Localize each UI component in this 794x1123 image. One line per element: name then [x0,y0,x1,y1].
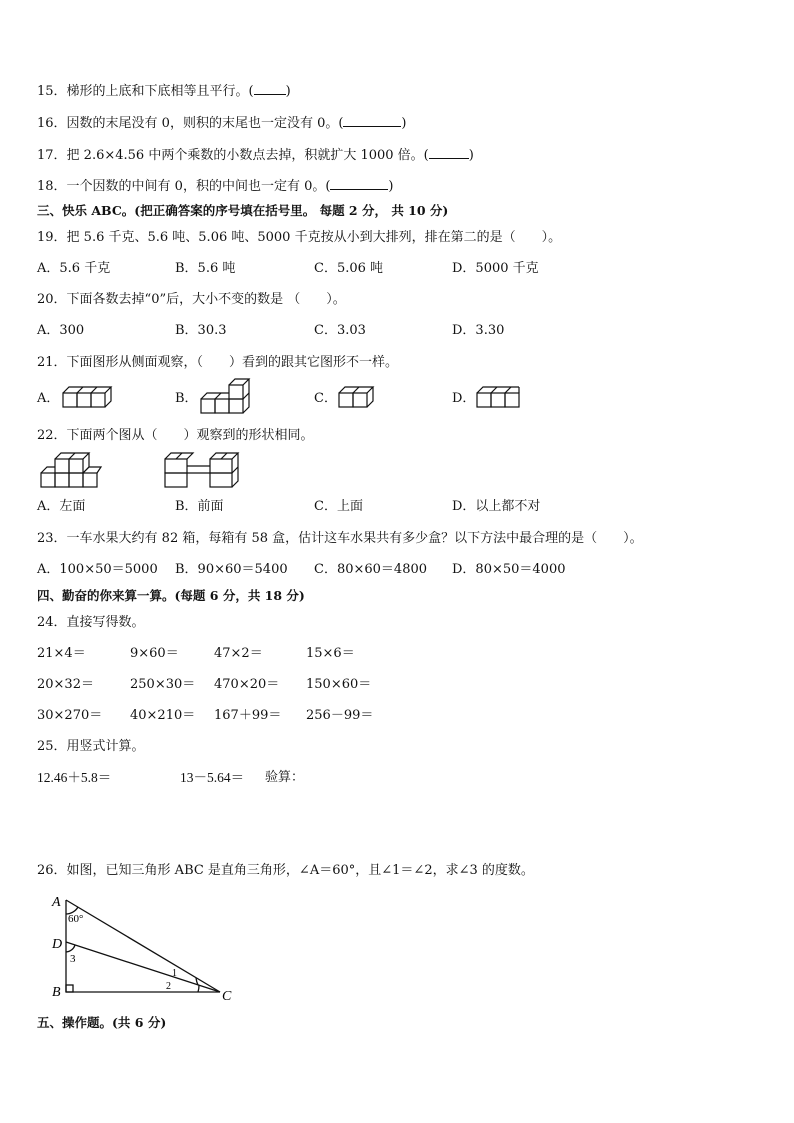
question-18: 18．一个因数的中间有 0，积的中间也一定有 0。( ) [37,179,394,194]
option-d[interactable]: D．3.30 [452,323,505,338]
calc-item: 167＋99＝ [214,708,282,723]
label-angle-3: 3 [70,953,76,965]
option-d[interactable]: D． [452,391,476,406]
answer-blank[interactable] [429,146,469,159]
calc-item: 21×4＝ [37,646,86,661]
question-24: 24．直接写得数。 [37,615,145,630]
option-d[interactable]: D．5000 千克 [452,261,539,276]
question-text: 16．因数的末尾没有 0，则积的末尾也一定没有 0。( [37,116,344,131]
option-c[interactable]: C．3.03 [314,323,366,338]
option-b[interactable]: B．30.3 [175,323,227,338]
cube-figure-a [62,384,112,414]
question-26: 26．如图，已知三角形 ABC 是直角三角形，∠A＝60°，且∠1＝∠2，求∠3 的度数。 [37,863,534,878]
label-c: C [222,989,232,1004]
cube-figure-right [164,452,244,490]
label-d: D [52,937,63,952]
question-21: 21．下面图形从侧面观察，（ ）看到的跟其它图形不一样。 [37,355,399,370]
option-d[interactable]: D．80×50＝4000 [452,562,566,577]
check-label: 验算： [265,770,305,785]
question-16: 16．因数的末尾没有 0，则积的末尾也一定没有 0。( ) [37,116,407,131]
label-angle-2: 2 [166,981,171,992]
option-c[interactable]: C．5.06 吨 [314,261,384,276]
vertical-calc-item: 12.46＋5.8＝ [37,770,112,785]
question-19: 19．把 5.6 千克、5.6 吨、5.06 吨、5000 千克按从小到大排列，排在第二的是（ ）。 [37,230,562,245]
question-15: 15．梯形的上底和下底相等且平行。( ) [37,84,291,99]
option-a[interactable]: A．左面 [37,499,86,514]
question-23: 23．一车水果大约有 82 箱，每箱有 58 盒，估计这车水果共有多少盒？以下方法中最合理的是（ ）。 [37,531,643,546]
calc-item: 9×60＝ [130,646,179,661]
calc-item: 15×6＝ [306,646,355,661]
option-b[interactable]: B．90×60＝5400 [175,562,288,577]
label-b: B [52,985,61,1000]
option-a[interactable]: A．100×50＝5000 [37,562,158,577]
label-angle-a: 60° [68,913,84,925]
option-a[interactable]: A． [37,391,60,406]
calc-item: 47×2＝ [214,646,263,661]
calc-item: 40×210＝ [130,708,196,723]
label-a: A [52,895,61,910]
vertical-calc-item: 13－5.64＝ [180,770,245,785]
label-angle-1: 1 [172,968,177,979]
triangle-figure [48,892,248,1007]
option-c[interactable]: C．上面 [314,499,363,514]
question-25: 25．用竖式计算。 [37,739,145,754]
question-text: 17．把 2.6×4.56 中两个乘数的小数点去掉，积就扩大 1000 倍。( [37,148,429,163]
calc-item: 30×270＝ [37,708,103,723]
section-5-heading: 五、操作题。(共 6 分) [37,1015,167,1030]
answer-blank[interactable] [254,82,286,95]
option-d[interactable]: D．以上都不对 [452,499,541,514]
section-4-heading: 四、勤奋的你来算一算。(每题 6 分，共 18 分) [37,588,305,603]
answer-blank[interactable] [343,114,401,127]
section-3-heading: 三、快乐 ABC。(把正确答案的序号填在括号里。 每题 2 分， 共 10 分) [37,203,449,218]
calc-item: 150×60＝ [306,677,372,692]
option-a[interactable]: A．5.6 千克 [37,261,111,276]
cube-figure-c [338,384,378,414]
option-b[interactable]: B．前面 [175,499,224,514]
option-c[interactable]: C．80×60＝4800 [314,562,428,577]
calc-item: 470×20＝ [214,677,280,692]
question-20: 20．下面各数去掉“0”后，大小不变的数是 （ ）。 [37,292,346,307]
calc-item: 256－99＝ [306,708,374,723]
question-text: 18．一个因数的中间有 0，积的中间也一定有 0。( [37,179,331,194]
option-a[interactable]: A．300 [37,323,85,338]
option-b[interactable]: B．5.6 吨 [175,261,236,276]
option-b[interactable]: B． [175,391,198,406]
question-22: 22．下面两个图从（ ）观察到的形状相同。 [37,428,314,443]
cube-figure-d [476,382,520,414]
answer-blank[interactable] [330,177,388,190]
question-17: 17．把 2.6×4.56 中两个乘数的小数点去掉，积就扩大 1000 倍。( ) [37,148,474,163]
cube-figure-b [200,382,250,416]
calc-item: 20×32＝ [37,677,94,692]
option-c[interactable]: C． [314,391,337,406]
cube-figure-left [40,452,102,490]
question-text: 15．梯形的上底和下底相等且平行。( [37,84,254,99]
calc-item: 250×30＝ [130,677,196,692]
